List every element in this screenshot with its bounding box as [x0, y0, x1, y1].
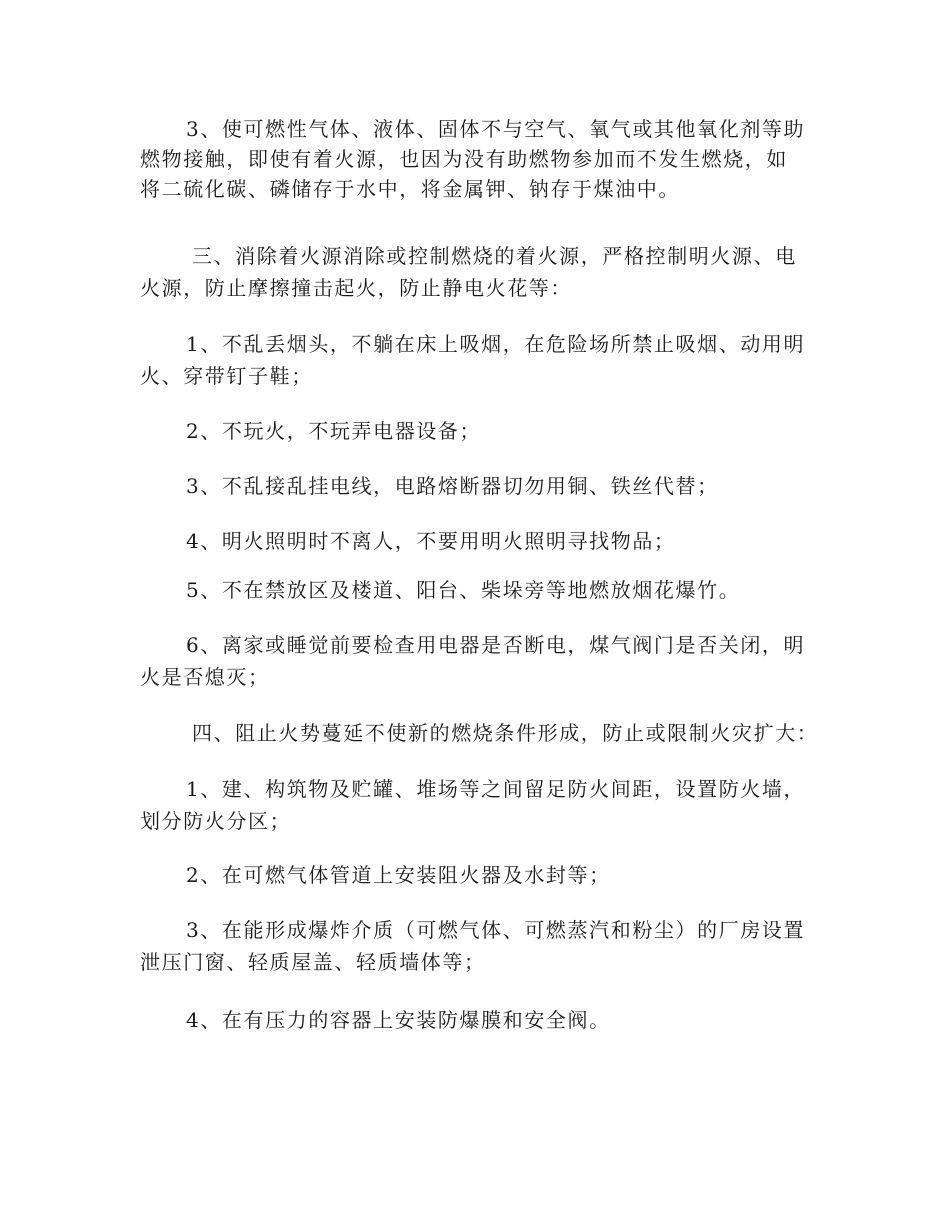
list-item-paragraph [140, 417, 808, 445]
list-item-paragraph [140, 527, 808, 555]
paragraph-line: 2、不玩火，不玩弄电器设备； [186, 419, 482, 443]
list-item-paragraph [140, 861, 808, 889]
paragraph [140, 114, 808, 204]
paragraph-line: 4、明火照明时不离人，不要用明火照明寻找物品； [186, 529, 676, 553]
list-item-paragraph [140, 472, 808, 500]
paragraph-line: 三、消除着火源消除或控制燃烧的着火源，严格控制明火源、电 [192, 244, 797, 268]
list-item-paragraph [140, 328, 808, 392]
paragraph-line: 泄压门窗、轻质屋盖、轻质墙体等； [140, 950, 486, 974]
list-item-paragraph [140, 914, 808, 978]
paragraph-line: 5、不在禁放区及楼道、阳台、柴垛旁等地燃放烟花爆竹。 [186, 578, 741, 602]
section-heading-paragraph [140, 719, 819, 747]
list-item-paragraph [140, 1006, 808, 1034]
paragraph-line: 2、在可燃气体管道上安装阻火器及水封等； [186, 863, 611, 887]
paragraph-line: 火、穿带钉子鞋； [140, 364, 313, 388]
list-item-paragraph [140, 773, 808, 837]
paragraph-line: 四、阻止火势蔓延不使新的燃烧条件形成，防止或限制火灾扩大： [192, 721, 819, 745]
paragraph-line: 将二硫化碳、磷储存于水中，将金属钾、钠存于煤油中。 [140, 177, 680, 201]
paragraph-line: 1、不乱丢烟头，不躺在床上吸烟，在危险场所禁止吸烟、动用明 [186, 332, 806, 356]
paragraph-line: 3、在能形成爆炸介质（可燃气体、可燃蒸汽和粉尘）的厂房设置 [186, 918, 806, 942]
list-item-paragraph [140, 629, 808, 693]
paragraph-line: 4、在有压力的容器上安装防爆膜和安全阀。 [186, 1008, 611, 1032]
paragraph-line: 火是否熄灭； [140, 665, 270, 689]
paragraph-line: 3、不乱接乱挂电线，电路熔断器切勿用铜、铁丝代替； [186, 474, 719, 498]
paragraph-line: 燃物接触，即使有着火源，也因为没有助燃物参加而不发生燃烧，如 [140, 147, 788, 171]
paragraph-line: 火源，防止摩擦撞击起火，防止静电火花等： [140, 276, 572, 300]
paragraph-line: 6、离家或睡觉前要检查用电器是否断电，煤气阀门是否关闭，明 [186, 633, 806, 657]
paragraph-line: 划分防火分区； [140, 809, 292, 833]
list-item-paragraph [140, 576, 808, 604]
section-heading-paragraph [140, 240, 808, 304]
paragraph-line: 1、建、构筑物及贮罐、堆场等之间留足防火间距，设置防火墙， [186, 777, 806, 801]
paragraph-line: 3、使可燃性气体、液体、固体不与空气、氧气或其他氧化剂等助 [186, 117, 806, 141]
